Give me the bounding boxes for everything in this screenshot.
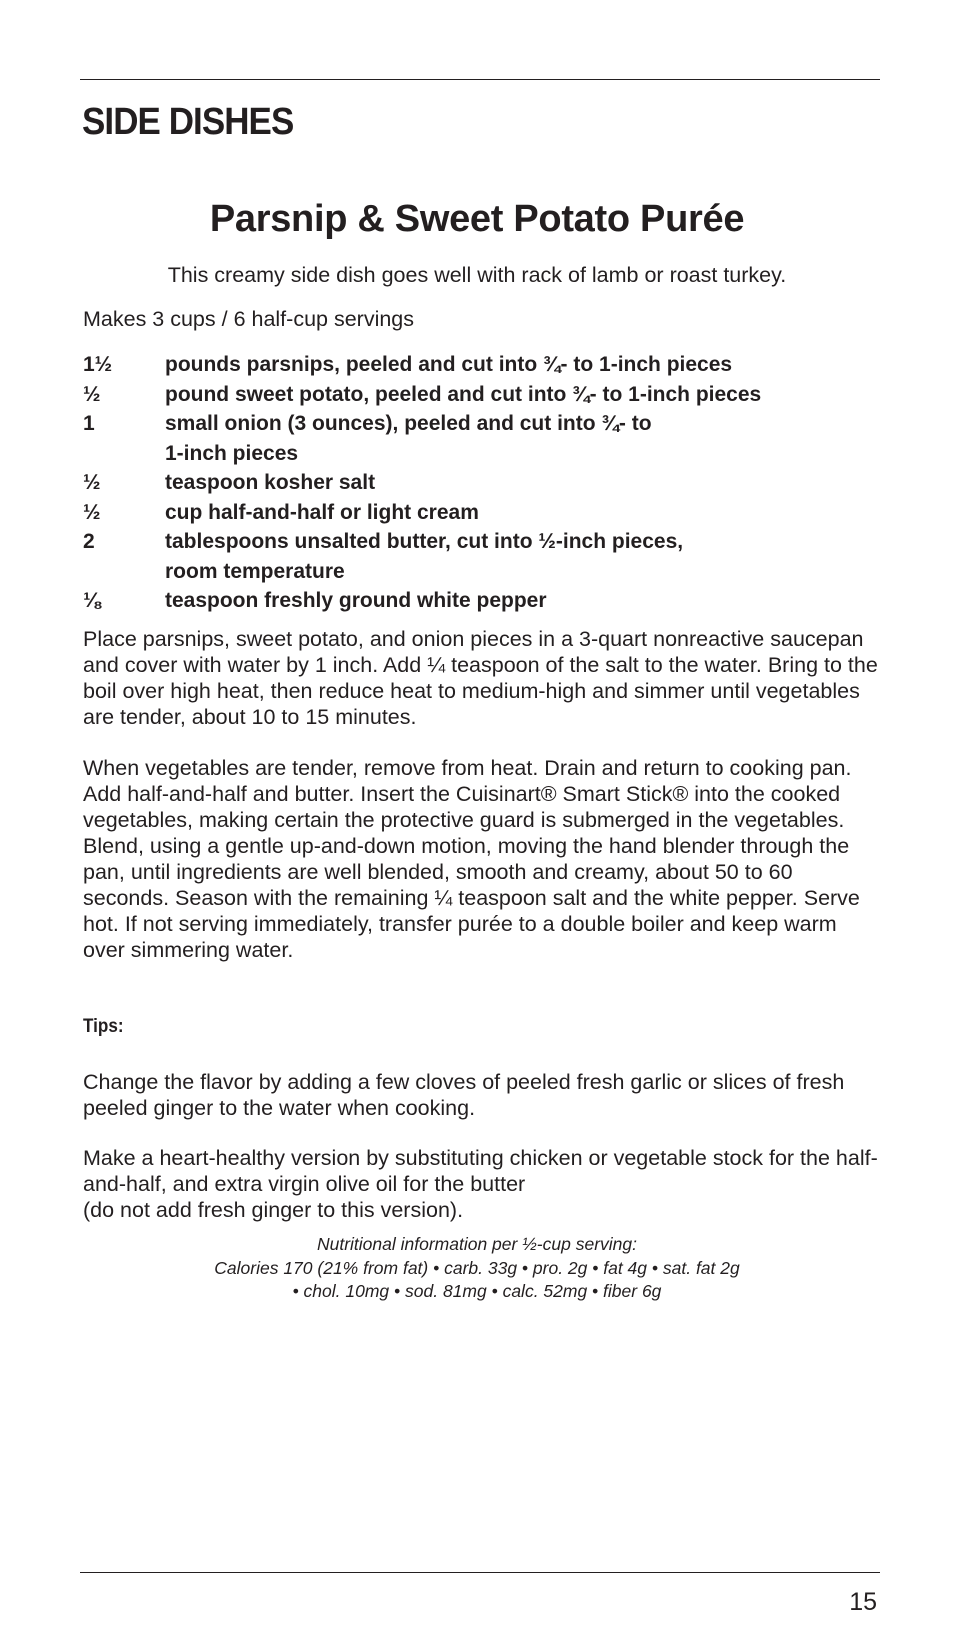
ingredient-item: [83, 527, 883, 586]
ingredient-description: tablespoons unsalted butter, cut into ½-inch pieces, room temperature: [165, 530, 684, 583]
nutrition-heading: Nutritional information per ½-cup serving:: [316, 1234, 637, 1254]
ingredient-item: [83, 409, 883, 468]
ingredient-description: small onion (3 ounces), peeled and cut into ¾- to 1-inch pieces: [165, 412, 652, 465]
ingredient-quantity: ½: [83, 382, 101, 406]
ingredient-description: pounds parsnips, peeled and cut into ¾- to 1-inch pieces: [165, 353, 733, 376]
tips-heading: Tips:: [83, 1016, 124, 1037]
ingredient-item: [83, 468, 883, 498]
ingredient-description: teaspoon freshly ground white pepper: [165, 589, 547, 612]
ingredient-description: cup half-and-half or light cream: [165, 500, 479, 524]
recipe-intro: This creamy side dish goes well with rack of lamb or roast turkey.: [167, 263, 787, 287]
ingredient-quantity: 1: [83, 412, 95, 435]
nutrition-line: • chol. 10mg • sod. 81mg • calc. 52mg • fiber 6g: [292, 1281, 662, 1301]
top-divider: [80, 79, 880, 80]
page-number: 15: [849, 1588, 877, 1616]
recipe-yield: Makes 3 cups / 6 half-cup servings: [83, 307, 415, 331]
ingredient-item: [83, 380, 883, 410]
ingredient-quantity: ½: [83, 471, 101, 494]
tip-1: Change the flavor by adding a few cloves of peeled fresh garlic or slices of fresh peeled ginger to the water when cooking.: [83, 1070, 845, 1120]
ingredient-description: teaspoon kosher salt: [165, 471, 376, 494]
directions-step-1: Place parsnips, sweet potato, and onion pieces in a 3-quart nonreactive saucepan and cover with water by 1 inch. Add ¼ teaspoon of the salt to the water. Bring to the boil over high heat, then reduce heat to medium-high and simmer until vegetables are tender, about 10 to 15 minutes.: [83, 627, 878, 729]
ingredient-quantity: 1½: [83, 353, 113, 376]
directions-step-2: When vegetables are tender, remove from heat. Drain and return to cooking pan. Add half-and-half and butter. Insert the Cuisinart® Smart Stick® into the cooked vegetables, making certain the protective guard is submerged in the vegetables. Blend, using a gentle up-and-down motion, moving the hand blender through the pan, until ingredients are well blended, smooth and creamy, about 50 to 60 seconds. Season with the remaining ¼ teaspoon salt and the white pepper. Serve hot. If not serving immediately, transfer purée to a double boiler and keep warm over simmering water.: [83, 756, 860, 962]
ingredient-description: pound sweet potato, peeled and cut into ¾- to 1-inch pieces: [165, 382, 762, 406]
ingredient-item: [83, 498, 883, 528]
ingredient-list: [83, 350, 883, 616]
ingredient-item: [83, 586, 883, 616]
nutrition-info: [0, 1233, 954, 1304]
ingredient-quantity: 2: [83, 530, 95, 553]
section-title: SIDE DISHES: [82, 101, 294, 143]
nutrition-line: Calories 170 (21% from fat) • carb. 33g • pro. 2g • fat 4g • sat. fat 2g: [214, 1257, 740, 1278]
recipe-title: Parsnip & Sweet Potato Purée: [209, 198, 745, 240]
bottom-divider: [80, 1572, 880, 1573]
ingredient-item: [83, 350, 883, 380]
ingredient-quantity: ⅛: [83, 589, 101, 612]
ingredient-quantity: ½: [83, 500, 101, 524]
tip-2: Make a heart-healthy version by substituting chicken or vegetable stock for the half-and-half, and extra virgin olive oil for the butter (do not add fresh ginger to this version).: [83, 1146, 878, 1222]
